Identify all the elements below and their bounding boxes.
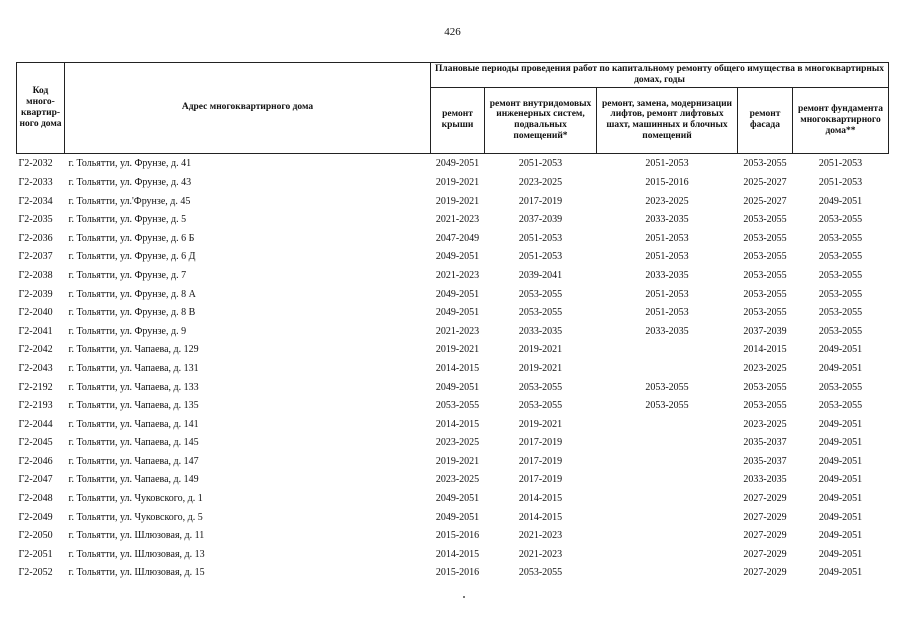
scan-speck (463, 596, 465, 598)
cell-address: г. Тольятти, ул.'Фрунзе, д. 45 (68, 195, 191, 207)
cell-roof: 2049-2051 (435, 251, 480, 263)
cell-foundation: 2049-2051 (818, 548, 863, 560)
cell-foundation: 2049-2051 (818, 455, 863, 467)
cell-systems: 2019-2021 (518, 418, 563, 430)
cell-roof: 2023-2025 (435, 474, 480, 486)
cell-foundation: 2053-2055 (818, 325, 863, 337)
cell-code: Г2-2036 (18, 232, 53, 244)
cell-code: Г2-2042 (18, 344, 53, 356)
cell-systems: 2053-2055 (518, 288, 563, 300)
cell-foundation: 2053-2055 (818, 381, 863, 393)
cell-address: г. Тольятти, ул. Чуковского, д. 5 (68, 511, 203, 523)
cell-code: Г2-2052 (18, 567, 53, 579)
cell-facade: 2025-2027 (743, 176, 787, 188)
cell-code: Г2-2037 (18, 251, 53, 263)
cell-facade: 2027-2029 (743, 567, 787, 579)
cell-systems: 2053-2055 (518, 381, 563, 393)
cell-address: г. Тольятти, ул. Чапаева, д. 129 (68, 344, 199, 356)
table-row (17, 341, 889, 360)
cell-foundation: 2049-2051 (818, 474, 863, 486)
cell-systems: 2017-2019 (518, 455, 563, 467)
table-row (17, 471, 889, 490)
cell-roof: 2015-2016 (435, 567, 480, 579)
table-body (17, 153, 889, 582)
cell-roof: 2047-2049 (435, 232, 480, 244)
table-row (17, 285, 889, 304)
cell-facade: 2014-2015 (743, 344, 787, 356)
cell-systems: 2021-2023 (518, 530, 563, 542)
table-row (17, 545, 889, 564)
cell-roof: 2049-2051 (435, 158, 480, 170)
cell-elevators (597, 508, 738, 527)
cell-elevators (597, 434, 738, 453)
cell-facade: 2053-2055 (743, 251, 787, 263)
cell-roof: 2049-2051 (435, 307, 480, 319)
cell-elevators: 2051-2053 (645, 232, 689, 244)
cell-systems: 2037-2039 (518, 214, 563, 226)
header-facade: ремонт фасада (738, 87, 793, 153)
cell-systems: 2017-2019 (518, 437, 563, 449)
cell-address: г. Тольятти, ул. Шлюзовая, д. 15 (68, 567, 205, 579)
table-row (17, 359, 889, 378)
cell-systems: 2051-2053 (518, 232, 563, 244)
cell-systems: 2017-2019 (518, 474, 563, 486)
cell-code: Г2-2038 (18, 269, 53, 281)
cell-address: г. Тольятти, ул. Чапаева, д. 141 (68, 418, 199, 430)
cell-roof: 2015-2016 (435, 530, 480, 542)
cell-address: г. Тольятти, ул. Фрунзе, д. 9 (68, 325, 187, 337)
cell-elevators: 2051-2053 (645, 251, 689, 263)
cell-address: г. Тольятти, ул. Чапаева, д. 149 (68, 474, 199, 486)
cell-foundation: 2053-2055 (818, 251, 863, 263)
cell-systems: 2039-2041 (518, 269, 563, 281)
cell-roof: 2049-2051 (435, 381, 480, 393)
cell-roof: 2021-2023 (435, 269, 480, 281)
header-systems: ремонт внутридомовых инженерных систем, подвальных помещений* (485, 87, 597, 153)
cell-roof: 2053-2055 (435, 400, 480, 412)
cell-foundation: 2049-2051 (818, 437, 863, 449)
cell-facade: 2053-2055 (743, 307, 787, 319)
table-row (17, 266, 889, 285)
cell-roof: 2019-2021 (435, 344, 480, 356)
cell-foundation: 2053-2055 (818, 288, 863, 300)
cell-code: Г2-2040 (18, 307, 53, 319)
cell-facade: 2053-2055 (743, 158, 787, 170)
cell-roof: 2049-2051 (435, 511, 480, 523)
table-row (17, 490, 889, 509)
cell-code: Г2-2046 (18, 455, 53, 467)
cell-address: г. Тольятти, ул. Чапаева, д. 133 (68, 381, 199, 393)
cell-systems: 2019-2021 (518, 362, 563, 374)
table-row (17, 211, 889, 230)
cell-elevators (597, 564, 738, 583)
cell-foundation: 2053-2055 (818, 400, 863, 412)
cell-facade: 2027-2029 (743, 511, 787, 523)
cell-roof: 2014-2015 (435, 418, 480, 430)
cell-address: г. Тольятти, ул. Чапаева, д. 135 (68, 400, 199, 412)
cell-systems: 2021-2023 (518, 548, 563, 560)
cell-systems: 2023-2025 (518, 176, 563, 188)
table-row (17, 508, 889, 527)
cell-facade: 2023-2025 (743, 362, 787, 374)
cell-address: г. Тольятти, ул. Фрунзе, д. 7 (68, 269, 187, 281)
table-row (17, 415, 889, 434)
cell-foundation: 2049-2051 (818, 418, 863, 430)
cell-roof: 2021-2023 (435, 325, 480, 337)
cell-code: Г2-2041 (18, 325, 53, 337)
cell-foundation: 2049-2051 (818, 493, 863, 505)
table-row (17, 153, 889, 173)
cell-address: г. Тольятти, ул. Чапаева, д. 145 (68, 437, 199, 449)
cell-facade: 2027-2029 (743, 548, 787, 560)
cell-foundation: 2051-2053 (818, 158, 863, 170)
cell-elevators (597, 452, 738, 471)
cell-code: Г2-2192 (18, 381, 53, 393)
cell-foundation: 2049-2051 (818, 362, 863, 374)
cell-code: Г2-2193 (18, 400, 53, 412)
cell-systems: 2014-2015 (518, 493, 563, 505)
cell-code: Г2-2043 (18, 362, 53, 374)
cell-systems: 2019-2021 (518, 344, 563, 356)
cell-address: г. Тольятти, ул. Фрунзе, д. 5 (68, 214, 187, 226)
capital-repair-table (16, 62, 889, 583)
cell-facade: 2033-2035 (743, 474, 787, 486)
cell-roof: 2014-2015 (435, 548, 480, 560)
cell-code: Г2-2034 (18, 195, 53, 207)
cell-foundation: 2049-2051 (818, 195, 863, 207)
table-row (17, 229, 889, 248)
cell-systems: 2053-2055 (518, 307, 563, 319)
cell-roof: 2021-2023 (435, 214, 480, 226)
cell-elevators (597, 545, 738, 564)
cell-systems: 2051-2053 (518, 158, 563, 170)
cell-elevators: 2023-2025 (645, 195, 689, 207)
cell-code: Г2-2033 (18, 176, 53, 188)
cell-address: г. Тольятти, ул. Шлюзовая, д. 11 (68, 530, 205, 542)
table-row (17, 527, 889, 546)
header-elevators: ремонт, замена, модернизации лифтов, ремонт лифтовых шахт, машинных и блочных помещений (597, 87, 738, 153)
cell-elevators: 2033-2035 (645, 325, 689, 337)
table-row (17, 564, 889, 583)
cell-code: Г2-2044 (18, 418, 53, 430)
header-periods: Плановые периоды проведения работ по капитальному ремонту общего имущества в многоквартирных домах, годы (431, 63, 889, 88)
cell-address: г. Тольятти, ул. Фрунзе, д. 6 Б (68, 232, 195, 244)
cell-foundation: 2049-2051 (818, 530, 863, 542)
cell-facade: 2025-2027 (743, 195, 787, 207)
cell-elevators: 2053-2055 (645, 381, 689, 393)
cell-foundation: 2053-2055 (818, 307, 863, 319)
cell-facade: 2053-2055 (743, 214, 787, 226)
cell-address: г. Тольятти, ул. Чапаева, д. 147 (68, 455, 199, 467)
cell-facade: 2027-2029 (743, 493, 787, 505)
cell-code: Г2-2047 (18, 474, 53, 486)
cell-elevators: 2015-2016 (645, 176, 689, 188)
cell-roof: 2023-2025 (435, 437, 480, 449)
cell-code: Г2-2032 (18, 158, 53, 170)
header-code: Код много-квартир-ного дома (17, 63, 65, 154)
cell-elevators (597, 471, 738, 490)
header-address: Адрес многоквартирного дома (65, 63, 431, 154)
table-row (17, 378, 889, 397)
table-row (17, 304, 889, 323)
cell-facade: 2053-2055 (743, 232, 787, 244)
cell-foundation: 2051-2053 (818, 176, 863, 188)
cell-elevators: 2033-2035 (645, 269, 689, 281)
cell-foundation: 2049-2051 (818, 511, 863, 523)
cell-systems: 2053-2055 (518, 567, 563, 579)
table-row (17, 248, 889, 267)
cell-facade: 2053-2055 (743, 400, 787, 412)
cell-systems: 2033-2035 (518, 325, 563, 337)
cell-address: г. Тольятти, ул. Шлюзовая, д. 13 (68, 548, 205, 560)
table-row (17, 173, 889, 192)
cell-code: Г2-2049 (18, 511, 53, 523)
cell-elevators: 2051-2053 (645, 307, 689, 319)
cell-foundation: 2053-2055 (818, 232, 863, 244)
cell-facade: 2027-2029 (743, 530, 787, 542)
cell-elevators (597, 341, 738, 360)
cell-elevators (597, 527, 738, 546)
table-row (17, 322, 889, 341)
cell-code: Г2-2051 (18, 548, 53, 560)
cell-facade: 2023-2025 (743, 418, 787, 430)
cell-roof: 2014-2015 (435, 362, 480, 374)
cell-facade: 2053-2055 (743, 381, 787, 393)
table-row (17, 397, 889, 416)
cell-systems: 2017-2019 (518, 195, 563, 207)
cell-code: Г2-2039 (18, 288, 53, 300)
cell-facade: 2037-2039 (743, 325, 787, 337)
table-row (17, 192, 889, 211)
cell-roof: 2019-2021 (435, 176, 480, 188)
cell-address: г. Тольятти, ул. Фрунзе, д. 43 (68, 176, 192, 188)
cell-foundation: 2053-2055 (818, 269, 863, 281)
cell-elevators (597, 359, 738, 378)
cell-elevators: 2051-2053 (645, 158, 689, 170)
table-row (17, 452, 889, 471)
cell-address: г. Тольятти, ул. Фрунзе, д. 8 А (68, 288, 196, 300)
cell-address: г. Тольятти, ул. Фрунзе, д. 41 (68, 158, 192, 170)
cell-systems: 2051-2053 (518, 251, 563, 263)
cell-foundation: 2049-2051 (818, 567, 863, 579)
cell-facade: 2053-2055 (743, 288, 787, 300)
cell-address: г. Тольятти, ул. Чапаева, д. 131 (68, 362, 199, 374)
cell-elevators: 2033-2035 (645, 214, 689, 226)
cell-address: г. Тольятти, ул. Чуковского, д. 1 (68, 493, 203, 505)
cell-elevators: 2051-2053 (645, 288, 689, 300)
cell-elevators: 2053-2055 (645, 400, 689, 412)
cell-systems: 2053-2055 (518, 400, 563, 412)
cell-address: г. Тольятти, ул. Фрунзе, д. 8 В (68, 307, 196, 319)
cell-code: Г2-2045 (18, 437, 53, 449)
header-foundation: ремонт фундамента многоквартирного дома** (793, 87, 889, 153)
table-row (17, 434, 889, 453)
cell-foundation: 2049-2051 (818, 344, 863, 356)
cell-foundation: 2053-2055 (818, 214, 863, 226)
cell-code: Г2-2048 (18, 493, 53, 505)
cell-facade: 2035-2037 (743, 437, 787, 449)
cell-roof: 2019-2021 (435, 195, 480, 207)
page-number: 426 (444, 26, 461, 38)
cell-elevators (597, 490, 738, 509)
cell-roof: 2049-2051 (435, 493, 480, 505)
cell-facade: 2053-2055 (743, 269, 787, 281)
cell-roof: 2049-2051 (435, 288, 480, 300)
cell-code: Г2-2035 (18, 214, 53, 226)
header-roof: ремонт крыши (431, 87, 485, 153)
cell-roof: 2019-2021 (435, 455, 480, 467)
cell-elevators (597, 415, 738, 434)
cell-address: г. Тольятти, ул. Фрунзе, д. 6 Д (68, 251, 196, 263)
cell-facade: 2035-2037 (743, 455, 787, 467)
cell-systems: 2014-2015 (518, 511, 563, 523)
cell-code: Г2-2050 (18, 530, 53, 542)
